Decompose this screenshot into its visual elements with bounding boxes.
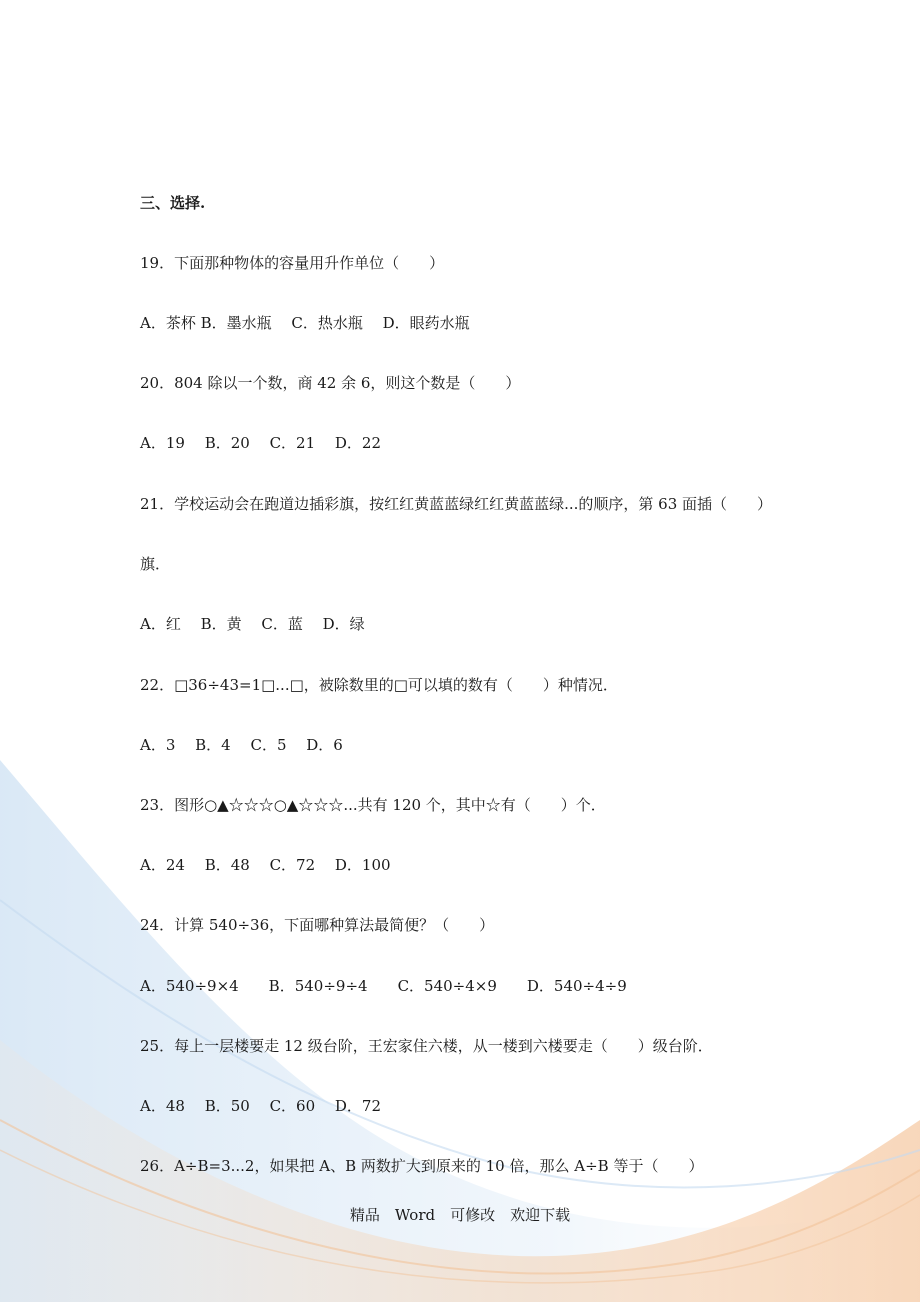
question-22-stem: 22．□36÷43=1□...□，被除数里的□可以填的数有（ ）种情况．: [140, 676, 618, 694]
question-23-stem: 23．图形○▲☆☆☆○▲☆☆☆...共有 120 个，其中☆有（ ）个．: [140, 796, 606, 814]
question-25-options: A．48 B．50 C．60 D．72: [140, 1097, 382, 1115]
page-footer: 精品 Word 可修改 欢迎下载: [349, 1206, 571, 1224]
question-21-options: A．红 B．黄 C．蓝 D．绿: [140, 615, 365, 633]
question-26-stem: 26．A÷B=3...2，如果把 A、B 两数扩大到原来的 10 倍，那么 A÷B 等于（ ）: [140, 1157, 704, 1175]
question-20-stem: 20．804 除以一个数，商 42 余 6，则这个数是（ ）: [140, 374, 521, 392]
question-19-stem: 19．下面那种物体的容量用升作单位（ ）: [140, 254, 445, 272]
question-24-stem: 24．计算 540÷36，下面哪种算法最简便？（ ）: [140, 916, 495, 934]
question-21-stem: 21．学校运动会在跑道边插彩旗，按红红黄蓝蓝绿红红黄蓝蓝绿...的顺序，第 63 面插（ ）: [140, 495, 773, 513]
question-23-options: A．24 B．48 C．72 D．100: [140, 856, 391, 874]
question-20-options: A．19 B．20 C．21 D．22: [140, 434, 382, 452]
question-25-stem: 25．每上一层楼要走 12 级台阶，王宏家住六楼，从一楼到六楼要走（ ）级台阶．: [140, 1037, 713, 1055]
question-21-stem-continued: 旗．: [140, 555, 171, 573]
question-19-options: A．茶杯 B．墨水瓶 C．热水瓶 D．眼药水瓶: [140, 314, 470, 332]
question-24-options: A．540÷9×4 B．540÷9÷4 C．540÷4×9 D．540÷4÷9: [140, 977, 627, 995]
section-title: 三、选择.: [140, 194, 206, 212]
question-22-options: A．3 B．4 C．5 D．6: [140, 736, 343, 754]
